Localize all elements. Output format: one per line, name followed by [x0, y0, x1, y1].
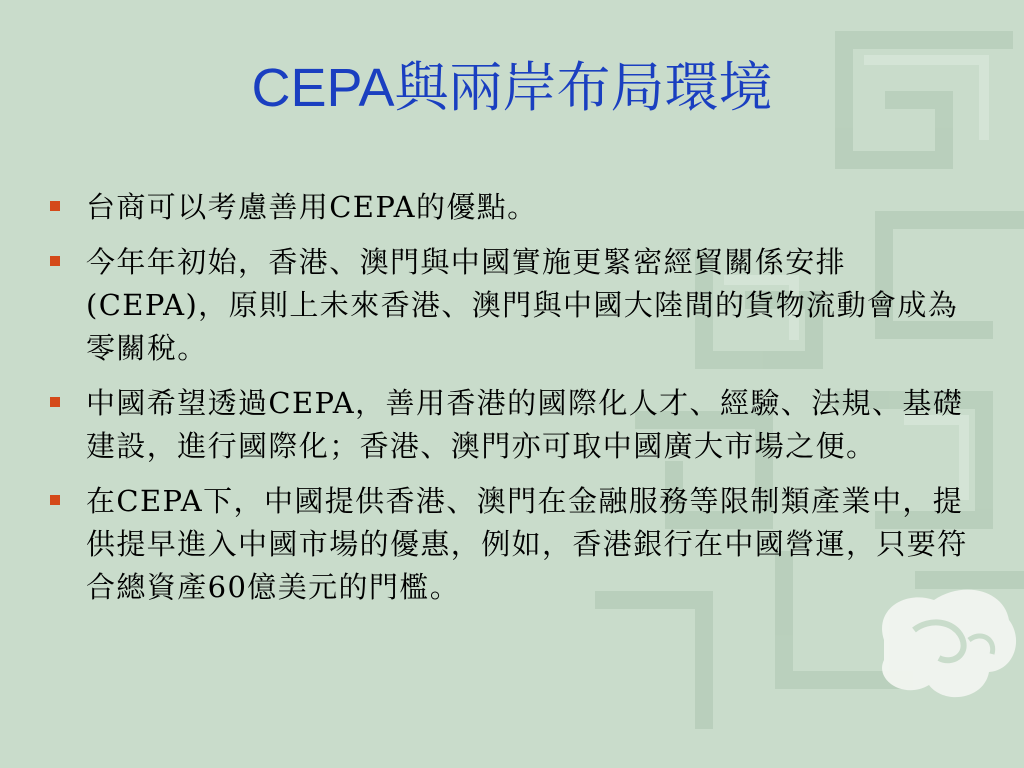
bullet-list: [48, 186, 968, 621]
bullet-item: [48, 186, 968, 229]
bullet-text: 今年年初始，香港、澳門與中國實施更緊密經貿關係安排(CEPA)，原則上未來香港、澳門與中國大陸間的貨物流動會成為零關稅。: [86, 245, 959, 365]
bullet-item: [48, 382, 968, 468]
bullet-item: [48, 480, 968, 609]
bullet-text: 中國希望透過CEPA，善用香港的國際化人才、經驗、法規、基礎建設，進行國際化；香港、澳門亦可取中國廣大市場之便。: [86, 386, 964, 463]
square-bullet-icon: [50, 397, 60, 407]
slide-title: CEPA與兩岸布局環境: [251, 58, 773, 118]
square-bullet-icon: [50, 495, 60, 505]
bullet-text: 在CEPA下，中國提供香港、澳門在金融服務等限制類產業中，提供提早進入中國市場的優惠，例如，香港銀行在中國營運，只要符合總資產60億美元的門檻。: [86, 484, 968, 604]
square-bullet-icon: [50, 256, 60, 266]
bullet-text: 台商可以考慮善用CEPA的優點。: [86, 190, 538, 224]
bullet-item: [48, 241, 968, 370]
square-bullet-icon: [50, 201, 60, 211]
